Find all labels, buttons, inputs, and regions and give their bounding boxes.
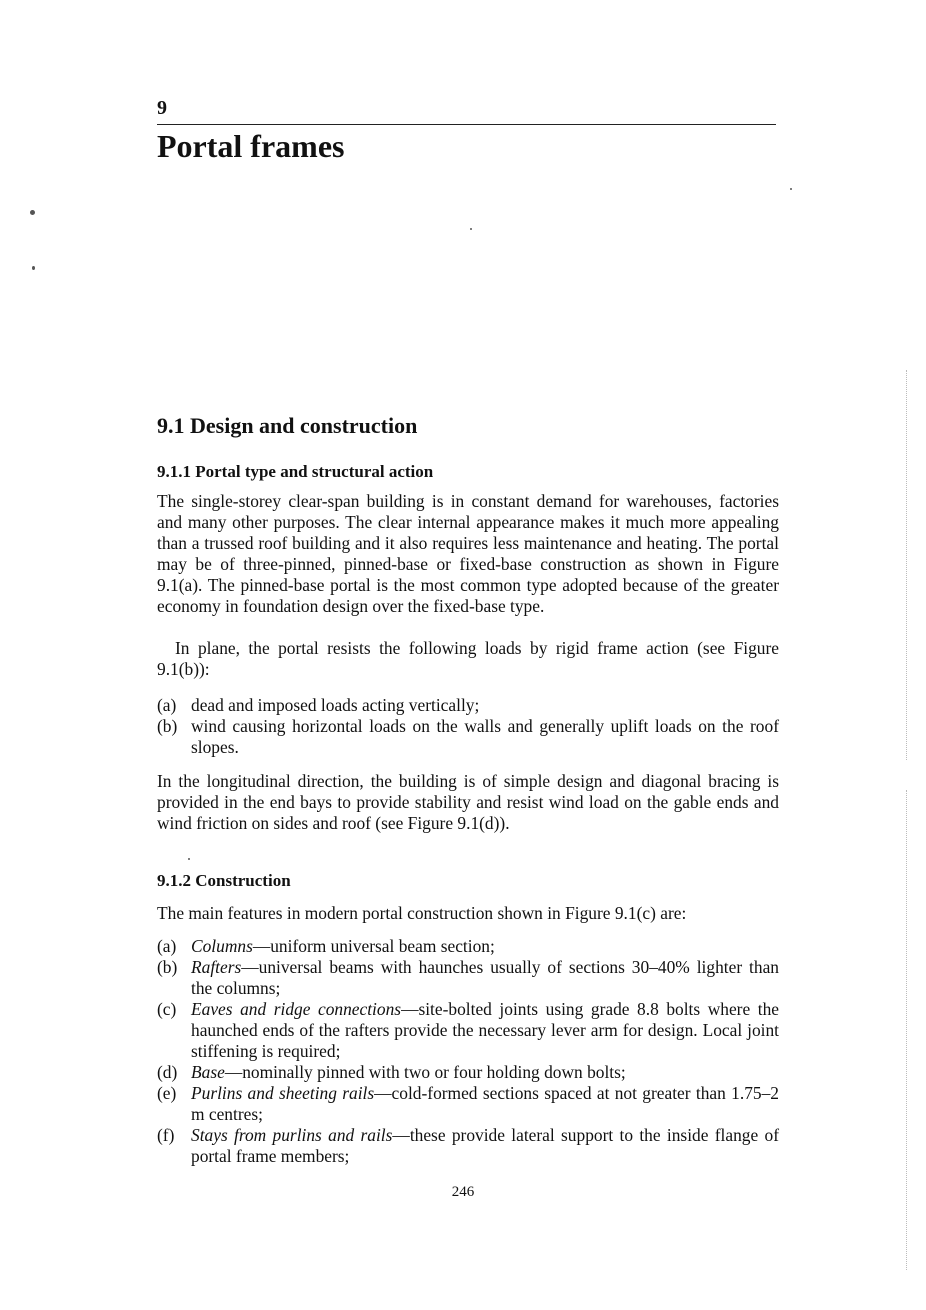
page-number: 246 — [451, 1184, 475, 1200]
list-marker: (b) — [157, 716, 178, 736]
list-marker: (d) — [157, 1062, 178, 1082]
list-item — [157, 936, 779, 957]
list-text: —site-bolted joints using grade 8.8 bolts where the haunched ends of the rafters provide the necessary lever arm for design. Local joint stiffening is required; — [191, 999, 779, 1061]
list-text: —cold-formed sections spaced at not greater than 1.75–2 m centres; — [191, 1083, 779, 1124]
load-list — [157, 695, 779, 758]
list-item — [157, 999, 779, 1062]
paragraph-longitudinal: In the longitudinal direction, the building is of simple design and diagonal bracing is provided in the end bays to provide stability and resist wind load on the gable ends and wind friction on sides and roof (see Figure 9.1(d)). — [157, 771, 779, 833]
list-text: dead and imposed loads acting vertically; — [191, 695, 480, 715]
subsection-heading-construction: 9.1.2 Construction — [157, 871, 291, 890]
list-item — [157, 1125, 779, 1167]
paragraph-construction-intro: The main features in modern portal construction shown in Figure 9.1(c) are: — [157, 903, 687, 923]
list-text: —these provide lateral support to the inside flange of portal frame members; — [191, 1125, 779, 1166]
list-item — [157, 1062, 779, 1083]
list-text: wind causing horizontal loads on the walls and generally uplift loads on the roof slopes. — [191, 716, 779, 757]
construction-feature-list — [157, 936, 779, 1167]
list-term: Rafters — [191, 957, 242, 977]
list-text: —nominally pinned with two or four holding down bolts; — [224, 1062, 626, 1082]
list-term: Base — [191, 1062, 225, 1082]
list-marker: (c) — [157, 999, 177, 1019]
list-term: Eaves and ridge connections — [191, 999, 402, 1019]
chapter-title: Portal frames — [157, 128, 345, 164]
list-text: —universal beams with haunches usually of sections 30–40% lighter than the columns; — [191, 957, 779, 998]
scan-speck — [32, 266, 35, 270]
list-marker: (a) — [157, 695, 177, 715]
chapter-rule — [157, 124, 776, 125]
list-text: —uniform universal beam section; — [252, 936, 495, 956]
scan-speck — [470, 228, 472, 230]
list-item — [157, 1083, 779, 1125]
list-term: Purlins and sheeting rails — [191, 1083, 375, 1103]
scan-speck — [790, 188, 792, 190]
scan-speck — [30, 210, 35, 215]
scan-speck — [188, 858, 190, 860]
list-term: Columns — [191, 936, 253, 956]
section-heading: 9.1 Design and construction — [157, 413, 418, 438]
list-marker: (f) — [157, 1125, 175, 1145]
paragraph-portal-type: The single-storey clear-span building is in constant demand for warehouses, factories and many other purposes. The clear internal appearance makes it much more appealing than a trussed roof building and it also requires less maintenance and heating. The portal may be of three-pinned, pinned-base or fixed-base construction as shown in Figure 9.1(a). The pinned-base portal is the most common type adopted because of the greater economy in foundation design over the fixed-base type. — [157, 491, 779, 616]
list-marker: (a) — [157, 936, 177, 956]
list-marker: (e) — [157, 1083, 177, 1103]
list-item — [157, 716, 779, 758]
list-item — [157, 957, 779, 999]
scan-edge-line — [906, 370, 907, 760]
list-item — [157, 695, 779, 716]
chapter-number: 9 — [157, 97, 167, 119]
scan-edge-line — [906, 790, 907, 1270]
paragraph-in-plane: In plane, the portal resists the following loads by rigid frame action (see Figure 9.1(b)): — [157, 638, 779, 679]
subsection-heading-portal-type: 9.1.1 Portal type and structural action — [157, 462, 434, 481]
list-term: Stays from purlins and rails — [191, 1125, 393, 1145]
list-marker: (b) — [157, 957, 178, 977]
